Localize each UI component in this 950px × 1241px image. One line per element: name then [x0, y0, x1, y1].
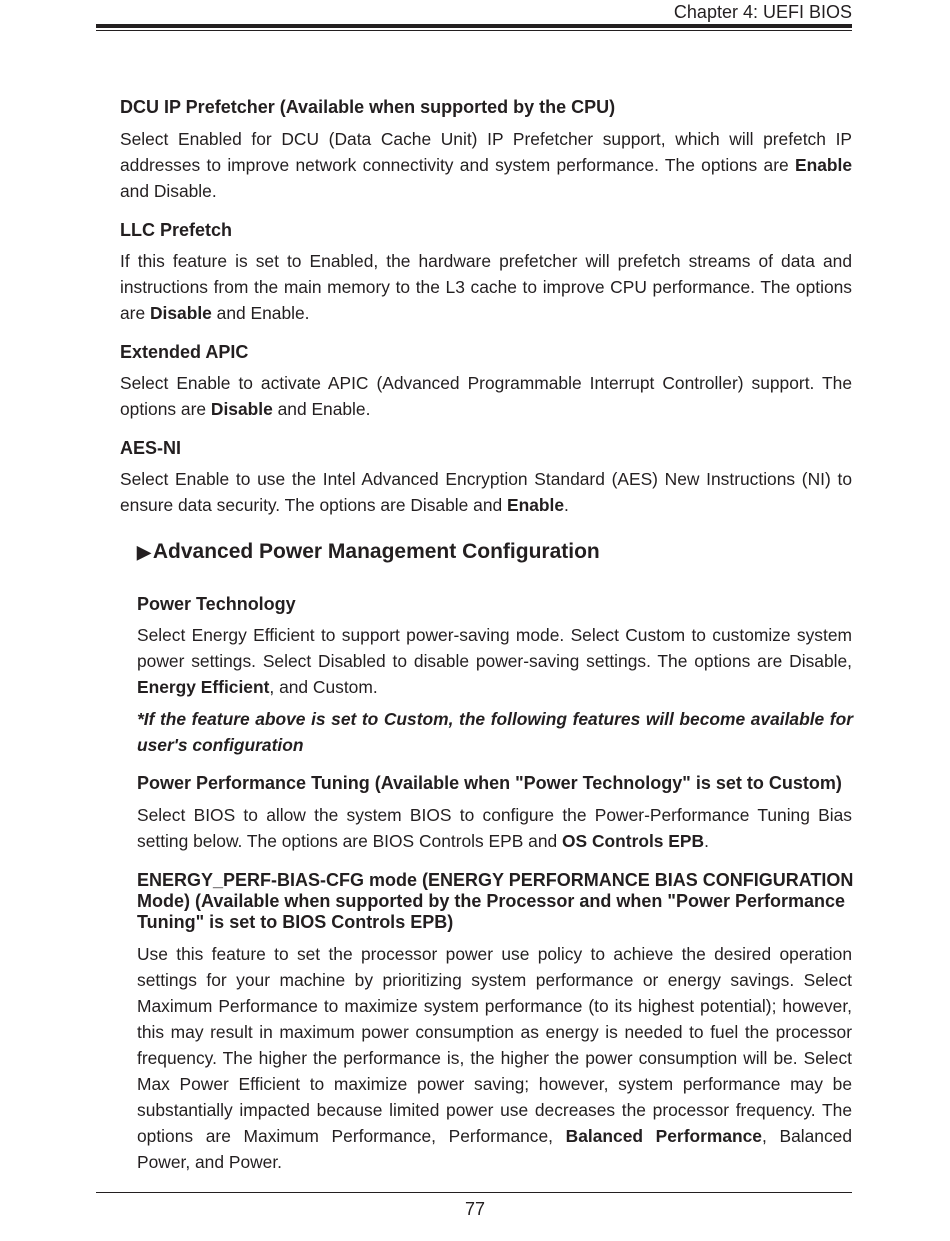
dcu-ip-prefetcher-heading: DCU IP Prefetcher (Available when supported by the CPU) — [120, 97, 616, 117]
power-tech-tail: , and Custom. — [269, 677, 378, 697]
llc-prefetch-description — [120, 248, 852, 326]
dcu-ip-prefetcher-description — [120, 126, 852, 204]
power-technology-heading: Power Technology — [137, 594, 296, 614]
power-performance-tuning-description — [137, 802, 852, 854]
power-technology-description — [137, 622, 852, 700]
dcu-text: Select Enabled for DCU (Data Cache Unit) IP Prefetcher support, which will prefetch IP addresses to improve network connectivity and system performance. The options are — [120, 129, 852, 175]
energy-perf-bias-description — [137, 941, 852, 1175]
llc-prefetch-heading: LLC Prefetch — [120, 220, 233, 240]
energy-perf-bias-heading: ENERGY_PERF-BIAS-CFG mode (ENERGY PERFORMANCE BIAS CONFIGURATION Mode) (Available when supported by the Processor and when "Power Performance Tuning" is set to BIOS Controls EPB) — [137, 870, 854, 932]
extended-apic-heading: Extended APIC — [120, 342, 249, 362]
llc-text: If this feature is set to Enabled, the hardware prefetcher will prefetch streams of data and instructions from the main memory to the L3 cache to improve CPU performance. The options are — [120, 251, 852, 323]
apm-title: Advanced Power Management Configuration — [152, 540, 600, 563]
energy-text: Use this feature to set the processor power use policy to achieve the desired operation settings for your machine by prioritizing system performance or energy savings. Select Maximum Performance to maximize system performance (to its highest potential); however, this may result in maximum power consumption as energy is needed to fuel the processor frequency. The higher the performance is, the higher the power consumption will be. Select Max Power Efficient to maximize power saving; however, system performance may be substantially impacted because limited power use decreases the processor frequency. The options are Maximum Performance, Performance, — [137, 944, 852, 1146]
energy-default-option: Balanced Performance — [565, 1126, 762, 1146]
ppt-tail: . — [704, 831, 709, 851]
dcu-tail: and Disable. — [120, 181, 217, 201]
aes-ni-description — [120, 466, 852, 518]
ppt-text: Select BIOS to allow the system BIOS to configure the Power-Performance Tuning Bias setting below. The options are BIOS Controls EPB and — [137, 805, 852, 851]
ppt-default-option: OS Controls EPB — [562, 831, 705, 851]
header-rule-thin — [96, 30, 852, 31]
submenu-arrow-icon: ▶ — [137, 542, 151, 562]
aesni-text: Select Enable to use the Intel Advanced Encryption Standard (AES) New Instructions (NI) to ensure data security. The options are Disable and — [120, 469, 852, 515]
energy-tail: , Balanced Power, and Power. — [137, 1126, 852, 1172]
chapter-header: Chapter 4: UEFI BIOS — [673, 2, 852, 22]
dcu-default-option: Enable — [794, 155, 852, 175]
aes-ni-heading: AES-NI — [120, 438, 182, 458]
custom-note: *If the feature above is set to Custom, the following features will become available for user's configuration — [137, 709, 853, 755]
page-number: 77 — [464, 1199, 486, 1219]
power-performance-tuning-heading: Power Performance Tuning (Available when "Power Technology" is set to Custom) — [137, 773, 842, 793]
llc-default-option: Disable — [149, 303, 212, 323]
llc-tail: and Enable. — [211, 303, 310, 323]
extended-apic-description — [120, 370, 852, 422]
apic-text: Select Enable to activate APIC (Advanced Programmable Interrupt Controller) support. The options are — [120, 373, 852, 419]
aesni-default-option: Enable — [507, 495, 565, 515]
apic-tail: and Enable. — [272, 399, 371, 419]
apic-default-option: Disable — [210, 399, 273, 419]
power-tech-default-option: Energy Efficient — [137, 677, 270, 697]
header-rule — [96, 24, 852, 28]
aesni-tail: . — [564, 495, 569, 515]
advanced-power-management-heading — [137, 539, 600, 565]
footer-rule — [96, 1192, 852, 1193]
power-tech-text: Select Energy Efficient to support power-saving mode. Select Custom to customize system power settings. Select Disabled to disable power-saving settings. The options are Disable, — [137, 625, 852, 671]
